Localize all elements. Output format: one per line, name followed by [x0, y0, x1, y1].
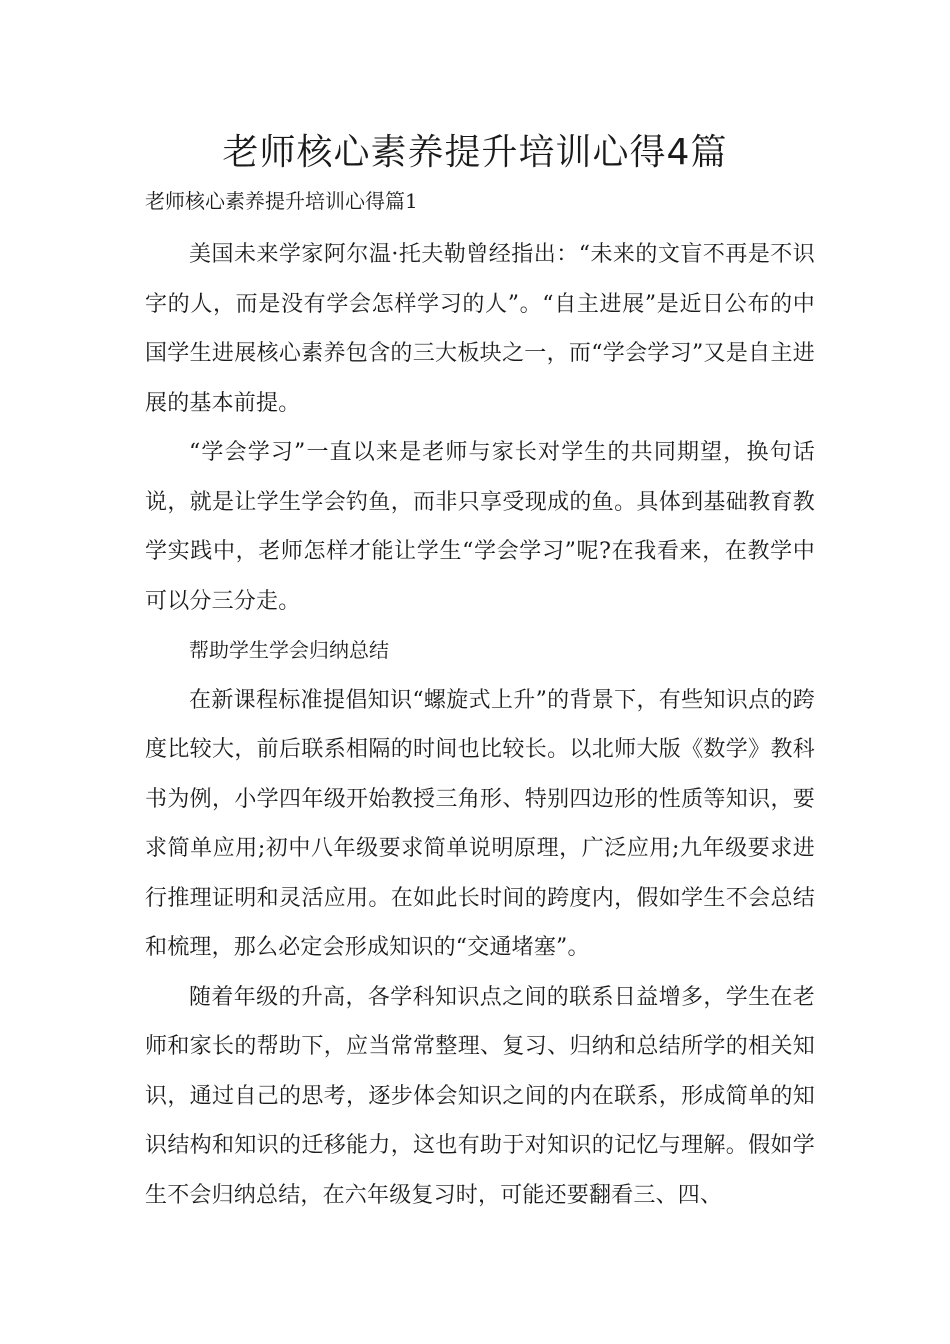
document-body: [145, 230, 815, 1220]
paragraph: 美国未来学家阿尔温·托夫勒曾经指出：“未来的文盲不再是不识字的人，而是没有学会怎样学习的人”。“自主进展”是近日公布的中国学生进展核心素养包含的三大板块之一，而“学会学习”又是自主进展的基本前提。: [145, 242, 815, 416]
section-subtitle: 老师核心素养提升培训心得篇1: [145, 189, 418, 213]
paragraph: “学会学习”一直以来是老师与家长对学生的共同期望，换句话说，就是让学生学会钓鱼，而非只享受现成的鱼。具体到基础教育教学实践中，老师怎样才能让学生“学会学习”呢?在我看来，在教学中可以分三分走。: [145, 440, 815, 614]
document-title: 老师核心素养提升培训心得4篇: [222, 132, 728, 173]
section-heading: 帮助学生学会归纳总结: [189, 638, 389, 662]
paragraph: 随着年级的升高，各学科知识点之间的联系日益增多，学生在老师和家长的帮助下，应当常常整理、复习、归纳和总结所学的相关知识，通过自己的思考，逐步体会知识之间的内在联系，形成简单的知识结构和知识的迁移能力，这也有助于对知识的记忆与理解。假如学生不会归纳总结，在六年级复习时，可能还要翻看三、四、: [145, 984, 815, 1208]
paragraph: 在新课程标准提倡知识“螺旋式上升”的背景下，有些知识点的跨度比较大，前后联系相隔的时间也比较长。以北师大版《数学》教科书为例，小学四年级开始教授三角形、特别四边形的性质等知识，要求简单应用;初中八年级要求简单说明原理，广泛应用;九年级要求进行推理证明和灵活应用。在如此长时间的跨度内，假如学生不会总结和梳理，那么必定会形成知识的“交通堵塞”。: [145, 687, 815, 960]
